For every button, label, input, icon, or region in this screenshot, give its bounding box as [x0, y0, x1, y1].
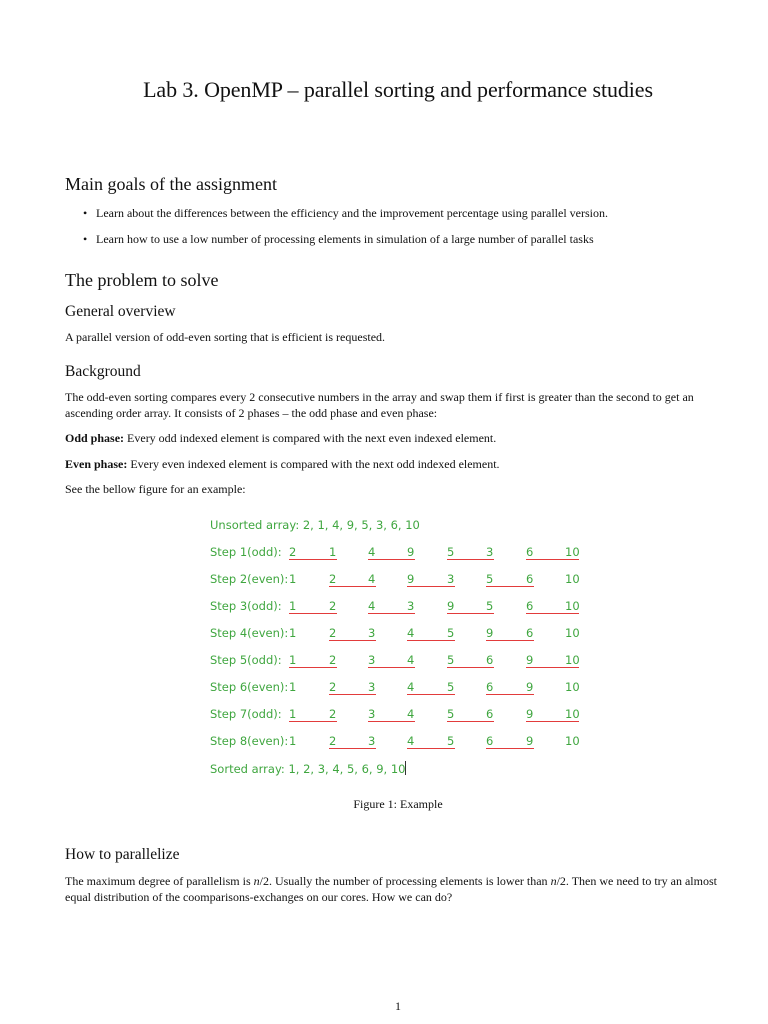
step-value: 2: [329, 599, 337, 613]
sorted-array-label: Sorted array: 1, 2, 3, 4, 5, 6, 9, 10: [210, 762, 406, 776]
step-value: 9: [407, 545, 415, 559]
goal-text: Learn about the differences between the efficiency and the improvement percentage using parallel version.: [96, 206, 609, 220]
even-phase-label: Even phase:: [65, 457, 128, 471]
step-value: 6: [526, 599, 534, 613]
sorted-array-line: [210, 761, 406, 776]
step-value: 6: [526, 572, 534, 586]
parallelize-heading: How to parallelize: [65, 846, 180, 863]
step-value: 6: [486, 653, 494, 667]
step-value: 4: [407, 707, 415, 721]
step-value: 2: [329, 707, 337, 721]
compare-pair-underline: [486, 640, 534, 641]
compare-pair-underline: [368, 559, 415, 560]
bullet-icon: •: [83, 206, 88, 220]
step-value: 5: [447, 626, 455, 640]
step-value: 1: [289, 653, 297, 667]
document-title: Lab 3. OpenMP – parallel sorting and performance studies: [143, 77, 653, 102]
step-value: 4: [407, 653, 415, 667]
compare-pair-underline: [447, 613, 494, 614]
unsorted-array-label: Unsorted array: 2, 1, 4, 9, 5, 3, 6, 10: [210, 518, 420, 532]
compare-pair-underline: [526, 721, 579, 722]
step-label: Step 6(even):: [210, 680, 289, 694]
compare-pair-underline: [486, 694, 534, 695]
step-value: 9: [526, 680, 534, 694]
problem-heading: The problem to solve: [65, 270, 219, 290]
odd-even-figure: [210, 515, 610, 785]
step-value: 4: [368, 599, 376, 613]
step-value: 2: [329, 734, 337, 748]
step-value: 10: [565, 653, 580, 667]
step-value: 9: [526, 734, 534, 748]
compare-pair-underline: [289, 613, 337, 614]
compare-pair-underline: [447, 721, 494, 722]
step-value: 1: [289, 680, 297, 694]
step-value: 10: [565, 626, 580, 640]
even-phase-paragraph: [65, 456, 735, 472]
compare-pair-underline: [407, 586, 455, 587]
step-value: 3: [447, 572, 455, 586]
step-value: 5: [447, 653, 455, 667]
step-value: 5: [486, 572, 494, 586]
step-value: 10: [565, 734, 580, 748]
step-value: 10: [565, 545, 580, 559]
step-value: 9: [407, 572, 415, 586]
step-value: 10: [565, 572, 580, 586]
step-value: 9: [526, 707, 534, 721]
odd-phase-text: Every odd indexed element is compared with the next even indexed element.: [124, 431, 497, 445]
step-label: Step 5(odd):: [210, 653, 282, 667]
goal-text: Learn how to use a low number of processing elements in simulation of a large number of parallel tasks: [96, 232, 594, 246]
step-value: 2: [289, 545, 297, 559]
step-label: Step 8(even):: [210, 734, 289, 748]
step-value: 5: [447, 680, 455, 694]
step-value: 4: [407, 680, 415, 694]
step-value: 10: [565, 680, 580, 694]
step-value: 1: [289, 626, 297, 640]
step-value: 4: [407, 626, 415, 640]
step-value: 3: [368, 653, 376, 667]
compare-pair-underline: [407, 748, 455, 749]
step-value: 4: [368, 545, 376, 559]
step-value: 1: [289, 572, 297, 586]
see-figure-text: See the bellow figure for an example:: [65, 482, 246, 496]
step-value: 9: [486, 626, 494, 640]
compare-pair-underline: [526, 667, 579, 668]
step-value: 1: [289, 734, 297, 748]
compare-pair-underline: [289, 721, 337, 722]
compare-pair-underline: [329, 586, 376, 587]
step-label: Step 7(odd):: [210, 707, 282, 721]
step-value: 3: [407, 599, 415, 613]
step-value: 6: [526, 626, 534, 640]
page-number: 1: [395, 999, 401, 1013]
text-cursor: [405, 761, 406, 775]
step-value: 1: [289, 707, 297, 721]
step-value: 9: [526, 653, 534, 667]
overview-text: A parallel version of odd-even sorting that is efficient is requested.: [65, 330, 386, 344]
compare-pair-underline: [368, 667, 415, 668]
compare-pair-underline: [368, 613, 415, 614]
step-value: 1: [329, 545, 337, 559]
compare-pair-underline: [368, 721, 415, 722]
compare-pair-underline: [486, 748, 534, 749]
compare-pair-underline: [329, 694, 376, 695]
compare-pair-underline: [407, 694, 455, 695]
step-value: 5: [447, 707, 455, 721]
compare-pair-underline: [289, 559, 337, 560]
list-item: [65, 231, 608, 257]
step-value: 6: [486, 707, 494, 721]
odd-phase-paragraph: [65, 430, 735, 446]
bullet-icon: •: [83, 232, 88, 246]
list-item: [65, 205, 608, 231]
step-value: 3: [368, 680, 376, 694]
step-value: 4: [407, 734, 415, 748]
compare-pair-underline: [526, 559, 579, 560]
step-value: 1: [289, 599, 297, 613]
step-value: 3: [368, 734, 376, 748]
step-value: 5: [447, 734, 455, 748]
step-value: 3: [368, 707, 376, 721]
step-value: 3: [368, 626, 376, 640]
compare-pair-underline: [329, 748, 376, 749]
step-value: 6: [526, 545, 534, 559]
step-value: 6: [486, 680, 494, 694]
step-value: 5: [486, 599, 494, 613]
compare-pair-underline: [447, 667, 494, 668]
step-value: 2: [329, 680, 337, 694]
step-value: 10: [565, 707, 580, 721]
step-value: 2: [329, 572, 337, 586]
compare-pair-underline: [447, 559, 494, 560]
step-value: 2: [329, 653, 337, 667]
background-heading: Background: [65, 363, 141, 380]
step-label: Step 3(odd):: [210, 599, 282, 613]
goals-list: [65, 205, 608, 257]
goals-heading: Main goals of the assignment: [65, 174, 277, 194]
overview-heading: General overview: [65, 303, 176, 320]
step-value: 10: [565, 599, 580, 613]
step-value: 9: [447, 599, 455, 613]
parallelize-text: The maximum degree of parallelism is n/2. Usually the number of processing elements is lower than n/2. Then we need to try an almost equal distribution of the coomparisons-exchanges on our cores. How we can do?: [65, 874, 717, 904]
figure-caption: Figure 1: Example: [353, 797, 443, 811]
step-label: Step 1(odd):: [210, 545, 282, 559]
step-label: Step 2(even):: [210, 572, 289, 586]
even-phase-text: Every even indexed element is compared with the next odd indexed element.: [127, 457, 500, 471]
step-value: 5: [447, 545, 455, 559]
odd-phase-label: Odd phase:: [65, 431, 125, 445]
step-value: 2: [329, 626, 337, 640]
step-value: 4: [368, 572, 376, 586]
compare-pair-underline: [486, 586, 534, 587]
compare-pair-underline: [289, 667, 337, 668]
step-value: 6: [486, 734, 494, 748]
step-value: 3: [486, 545, 494, 559]
compare-pair-underline: [526, 613, 579, 614]
step-label: Step 4(even):: [210, 626, 289, 640]
compare-pair-underline: [329, 640, 376, 641]
background-text: The odd-even sorting compares every 2 consecutive numbers in the array and swap them if first is greater than the second to get an ascending order array. It consists of 2 phases – the odd phase and even phase:: [65, 390, 694, 420]
compare-pair-underline: [407, 640, 455, 641]
